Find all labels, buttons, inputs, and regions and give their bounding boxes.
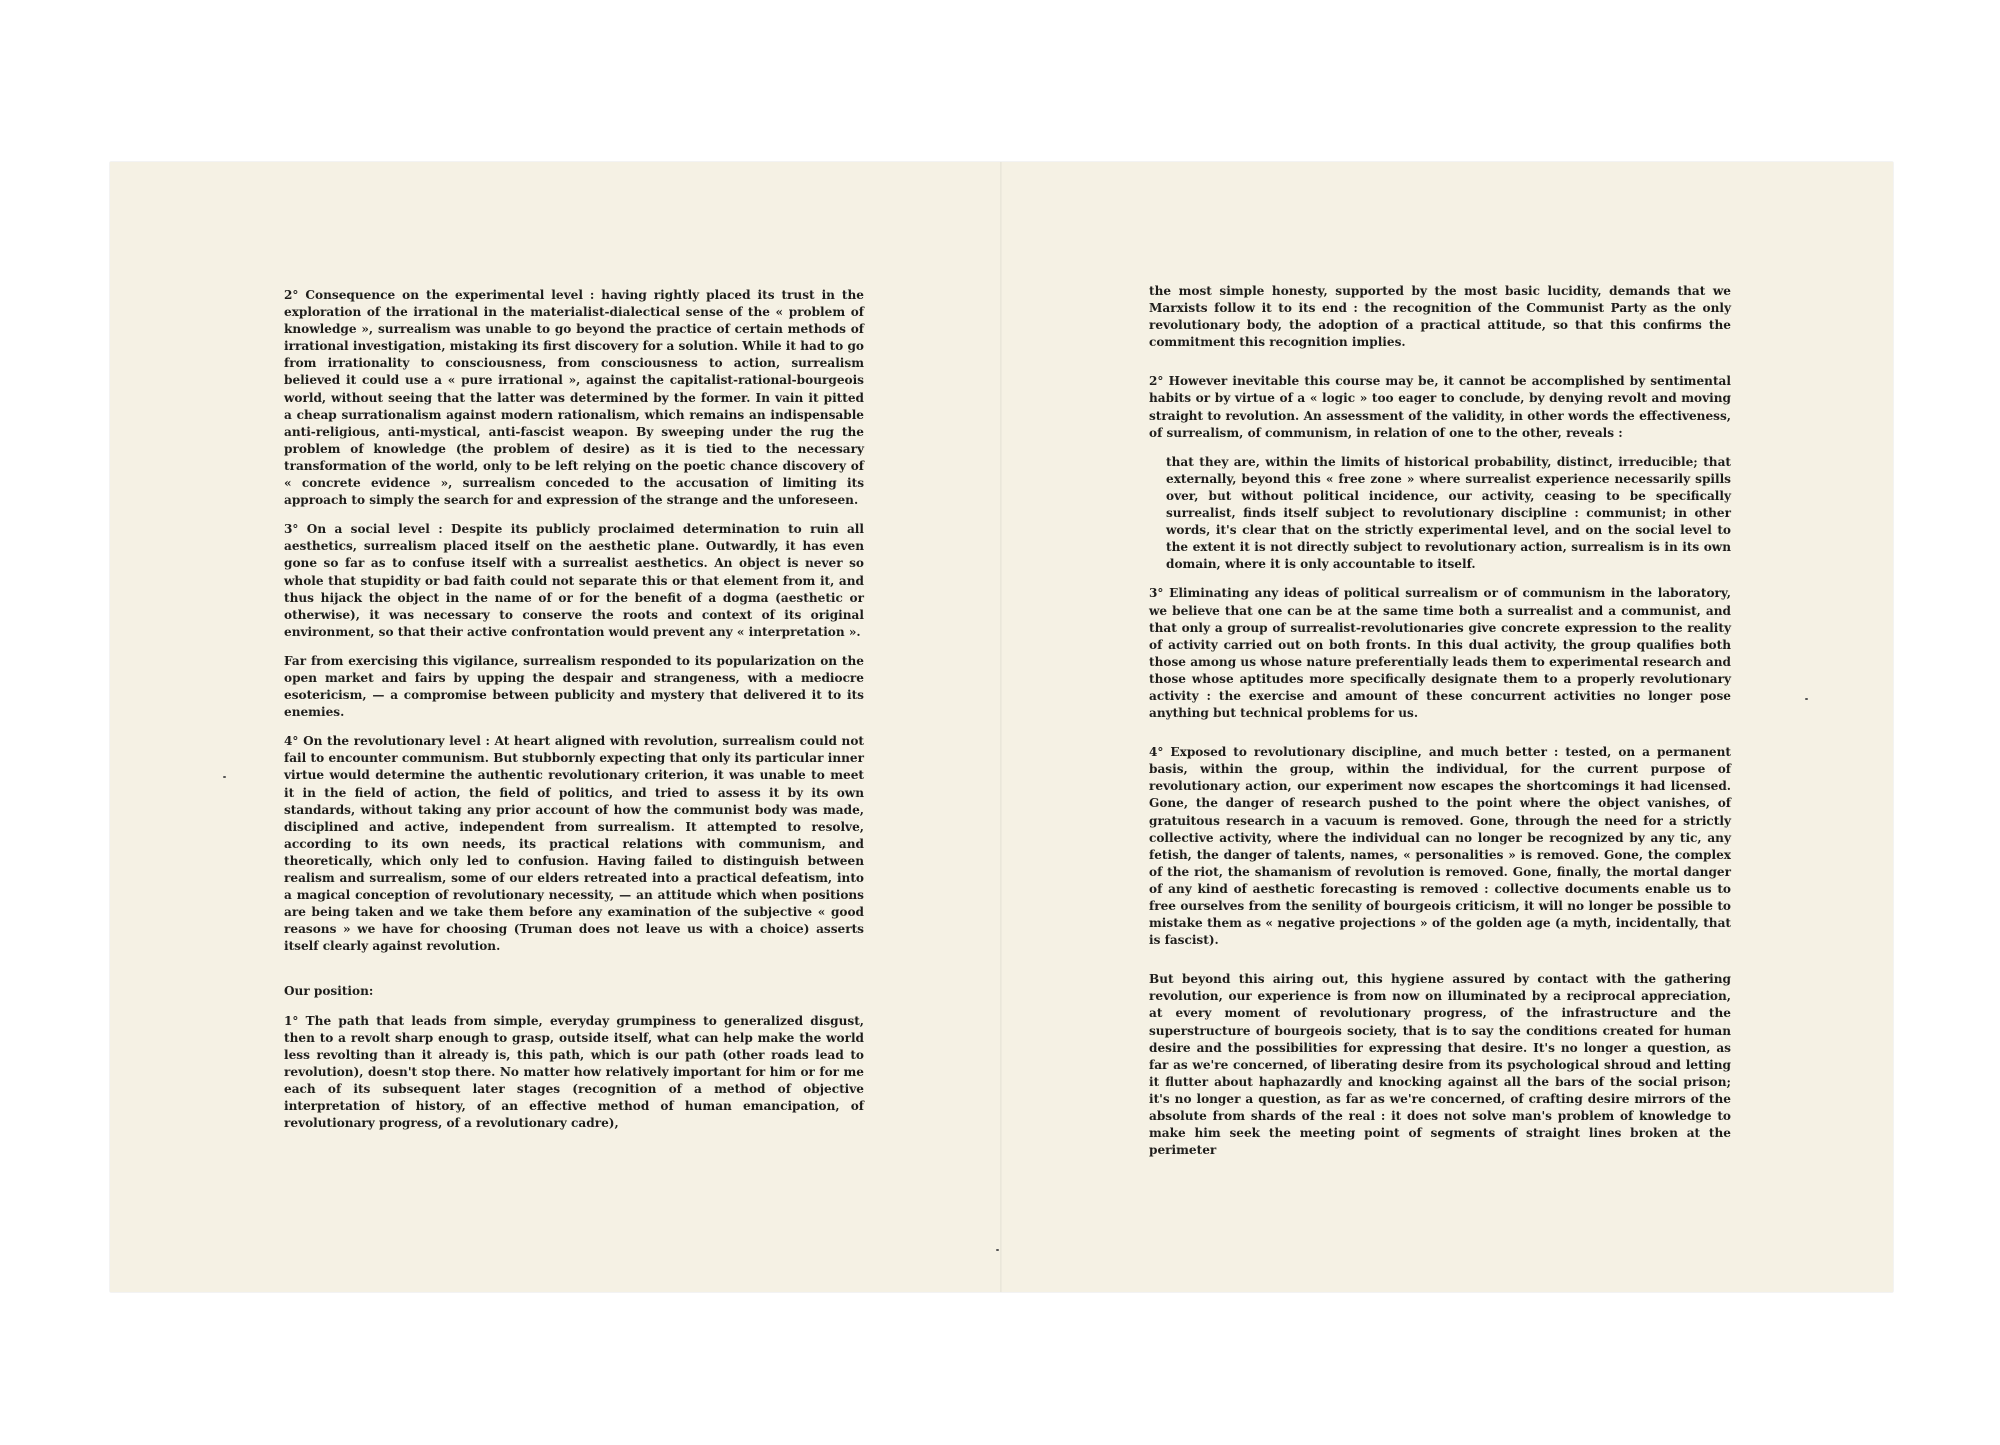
paragraph-however-inevitable: 2° However inevitable this course may be, it cannot be accomplished by sentimental habits or by virtue of a « logic » too eager to conclude, by denying revolt and moving straight to revolution. An assessment of the validity, in other words the effectiveness, of surrealism, of communism, in relation of one to the other, reveals : [1149, 374, 1731, 440]
paragraph-exposed: 4° Exposed to revolutionary discipline, and much better : tested, on a permanent basis, within the group, within the individual, for the current purpose of revolutionary action, our experiment now escapes the shortcomings it had licensed. Gone, the danger of research pushed to the point where the object vanishes, of gratuitous research in a vacuum is removed. Gone, through the need for a strictly collective activity, where the individual can no longer be recognized by any tic, any fetish, the danger of talents, names, « personalities » is removed. Gone, the complex of the riot, the shamanism of revolution is removed. Gone, finally, the mortal danger of any kind of aesthetic forecasting is removed : collective documents enable us to free ourselves from the senility of bourgeois criticism, it will no longer be possible to mistake them as « negative projections » of the golden age (a myth, incidentally, that is fascist). [1149, 745, 1731, 948]
page-fold [1000, 162, 1002, 1292]
left-page-text [284, 287, 864, 1144]
paragraph-revolutionary-level: 4° On the revolutionary level : At heart aligned with revolution, surrealism could not fail to encounter communism. But stubbornly expecting that only its particular inner virtue would determine the authentic revolutionary criterion, it was unable to meet it in the field of action, the field of politics, and tried to assess it by its own standards, without taking any prior account of how the communist body was made, disciplined and active, independent from surrealism. It attempted to resolve, according to its own needs, its practical relations with communism, and theoretically, which only led to confusion. Having failed to distinguish between realism and surrealism, some of our elders retreated into a practical defeatism, into a magical conception of revolutionary necessity, — an attitude which when positions are being taken and we take them before any examination of the subjective « good reasons » we have for choosing (Truman does not leave us with a choice) asserts itself clearly against revolution. [284, 734, 864, 954]
paragraph-simple-honesty: the most simple honesty, supported by the most basic lucidity, demands that we Marxists follow it to its end : the recognition of the Communist Party as the only revolutionary body, the adoption of a practical attitude, so that this confirms the commitment this recognition implies. [1149, 284, 1731, 350]
paragraph-consequence-experimental: 2° Consequence on the experimental level : having rightly placed its trust in the exploration of the irrational in the materialist-dialectical sense of the « problem of knowledge », surrealism was unable to go beyond the practice of certain methods of irrational investigation, mistaking its first discovery for a solution. While it had to go from irrationality to consciousness, from consciousness to action, surrealism believed it could use a « pure irrational », against the capitalist-rational-bourgeois world, without seeing that the latter was determined by the former. In vain it pitted a cheap surrationalism against modern rationalism, which remains an indispensable anti-religious, anti-mystical, anti-fascist weapon. By sweeping under the rug the problem of knowledge (the problem of desire) as it is tied to the necessary transformation of the world, only to be left relying on the poetic chance discovery of « concrete evidence », surrealism conceded to the accusation of limiting its approach to simply the search for and expression of the strange and the unforeseen. [284, 288, 864, 508]
paragraph-eliminating: 3° Eliminating any ideas of political surrealism or of communism in the laboratory, we believe that one can be at the same time both a surrealist and a communist, and that only a group of surrealist-revolutionaries give concrete expression to the reality of activity carried out on both fronts. In this dual activity, the group qualifies both those among us whose nature preferentially leads them to experimental research and those whose aptitudes more specifically designate them to a properly revolutionary activity : the exercise and amount of these concurrent activities no longer pose anything but technical problems for us. [1149, 586, 1731, 721]
paper-speck [1805, 698, 1808, 700]
paper-speck [996, 1249, 999, 1251]
heading-our-position: Our position: [284, 984, 374, 999]
paragraph-far-from-exercising: Far from exercising this vigilance, surrealism responded to its popularization on the open market and fairs by upping the despair and strangeness, with a mediocre esotericism, — a compromise between publicity and mystery that delivered it to its enemies. [284, 653, 864, 720]
right-page-text [1149, 283, 1731, 1171]
paragraph-beyond-airing: But beyond this airing out, this hygiene assured by contact with the gathering revolution, our experience is from now on illuminated by a reciprocal appreciation, at every moment of revolutionary progress, of the infrastructure and the superstructure of bourgeois society, that is to say the conditions created for human desire and the possibilities for expressing that desire. It's no longer a question, as far as we're concerned, of liberating desire from its psychological shroud and letting it flutter about haphazardly and knocking against all the bars of the social prison; it's no longer a question, as far as we're concerned, of crafting desire mirrors of the absolute from shards of the real : it does not solve man's problem of knowledge to make him seek the meeting point of segments of straight lines broken at the perimeter [1149, 972, 1731, 1158]
paragraph-that-they-are: that they are, within the limits of historical probability, distinct, irreducible; that externally, beyond this « free zone » where surrealist experience necessarily spills over, but without political incidence, our activity, ceasing to be specifically surrealist, finds itself subject to revolutionary discipline : communist; in other words, it's clear that on the strictly experimental level, and on the social level to the extent it is not directly subject to revolutionary action, surrealism is in its own domain, where it is only accountable to itself. [1166, 454, 1731, 572]
paragraph-social-level: 3° On a social level : Despite its publicly proclaimed determination to ruin all aesthetics, surrealism placed itself on the aesthetic plane. Outwardly, it has even gone so far as to confuse itself with a surrealist aesthetics. An object is never so whole that stupidity or bad faith could not separate this or that element from it, and thus hijack the object in the name of or for the benefit of a dogma (aesthetic or otherwise), it was necessary to conserve the roots and context of its original environment, so that their active confrontation would prevent any « interpretation ». [284, 522, 864, 639]
paper-speck [223, 776, 226, 778]
paragraph-path: 1° The path that leads from simple, everyday grumpiness to generalized disgust, then to a revolt sharp enough to grasp, outside itself, what can help make the world less revolting than it already is, this path, which is our path (other roads lead to revolution), doesn't stop there. No matter how relatively important for him or for me each of its subsequent later stages (recognition of a method of objective interpretation of history, of an effective method of human emancipation, of revolutionary progress, of a revolutionary cadre), [284, 1013, 864, 1131]
